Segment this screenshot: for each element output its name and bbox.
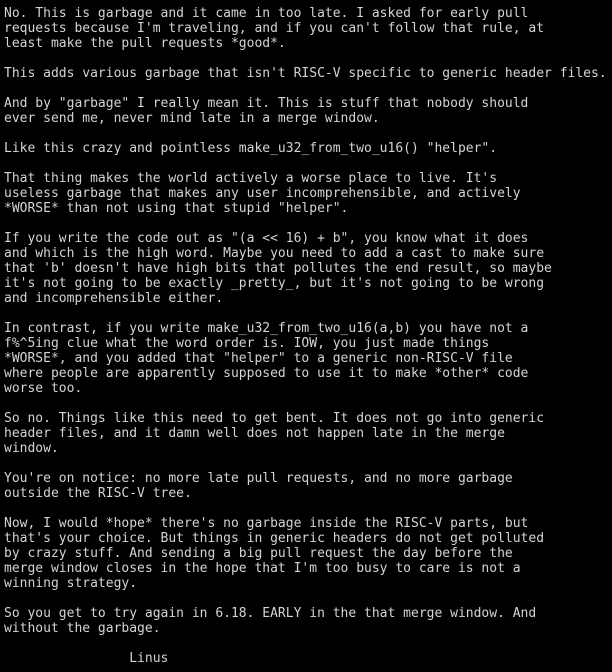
text-line: f%^5ing clue what the word order is. IOW, you just made things bbox=[4, 336, 490, 351]
text-line: window. bbox=[4, 441, 59, 456]
text-line: And by "garbage" I really mean it. This is stuff that nobody should bbox=[4, 96, 529, 111]
terminal-text-area bbox=[4, 6, 612, 666]
text-line: No. This is garbage and it came in too late. I asked for early pull bbox=[4, 6, 529, 21]
blank-line bbox=[4, 501, 612, 516]
blank-line bbox=[4, 156, 612, 171]
text-line: Now, I would *hope* there's no garbage inside the RISC-V parts, but bbox=[4, 516, 529, 531]
text-line: Linus bbox=[4, 651, 169, 666]
text-line: worse too. bbox=[4, 381, 83, 396]
blank-line bbox=[4, 216, 612, 231]
text-line: it's not going to be exactly _pretty_, but it's not going to be wrong bbox=[4, 276, 545, 291]
text-line: You're on notice: no more late pull requests, and no more garbage bbox=[4, 471, 513, 486]
text-line: useless garbage that makes any user incomprehensible, and actively bbox=[4, 186, 521, 201]
text-line: where people are apparently supposed to use it to make *other* code bbox=[4, 366, 529, 381]
blank-line bbox=[4, 591, 612, 606]
blank-line bbox=[4, 456, 612, 471]
text-line: without the garbage. bbox=[4, 621, 161, 636]
text-line: ever send me, never mind late in a merge window. bbox=[4, 111, 380, 126]
text-line: winning strategy. bbox=[4, 576, 138, 591]
text-line: header files, and it damn well does not happen late in the merge bbox=[4, 426, 505, 441]
text-line: and incomprehensible either. bbox=[4, 291, 224, 306]
text-line: So no. Things like this need to get bent. It does not go into generic bbox=[4, 411, 545, 426]
text-line: This adds various garbage that isn't RISC-V specific to generic header files. bbox=[4, 66, 607, 81]
text-line: In contrast, if you write make_u32_from_two_u16(a,b) you have not a bbox=[4, 321, 529, 336]
blank-line bbox=[4, 126, 612, 141]
blank-line bbox=[4, 81, 612, 96]
blank-line bbox=[4, 306, 612, 321]
text-line: *WORSE* than not using that stupid "helper". bbox=[4, 201, 349, 216]
text-line: That thing makes the world actively a worse place to live. It's bbox=[4, 171, 498, 186]
text-line: outside the RISC-V tree. bbox=[4, 486, 192, 501]
text-line: by crazy stuff. And sending a big pull request the day before the bbox=[4, 546, 513, 561]
text-line: Like this crazy and pointless make_u32_from_two_u16() "helper". bbox=[4, 141, 498, 156]
text-line: *WORSE*, and you added that "helper" to a generic non-RISC-V file bbox=[4, 351, 513, 366]
text-line: merge window closes in the hope that I'm too busy to care is not a bbox=[4, 561, 521, 576]
blank-line bbox=[4, 636, 612, 651]
text-line: least make the pull requests *good*. bbox=[4, 36, 286, 51]
text-line: requests because I'm traveling, and if you can't follow that rule, at bbox=[4, 21, 545, 36]
blank-line bbox=[4, 51, 612, 66]
text-line: that's your choice. But things in generic headers do not get polluted bbox=[4, 531, 545, 546]
text-line: If you write the code out as "(a << 16) + b", you know what it does bbox=[4, 231, 529, 246]
text-line: and which is the high word. Maybe you need to add a cast to make sure bbox=[4, 246, 545, 261]
text-line: that 'b' doesn't have high bits that pollutes the end result, so maybe bbox=[4, 261, 552, 276]
blank-line bbox=[4, 396, 612, 411]
text-line: So you get to try again in 6.18. EARLY in the that merge window. And bbox=[4, 606, 537, 621]
